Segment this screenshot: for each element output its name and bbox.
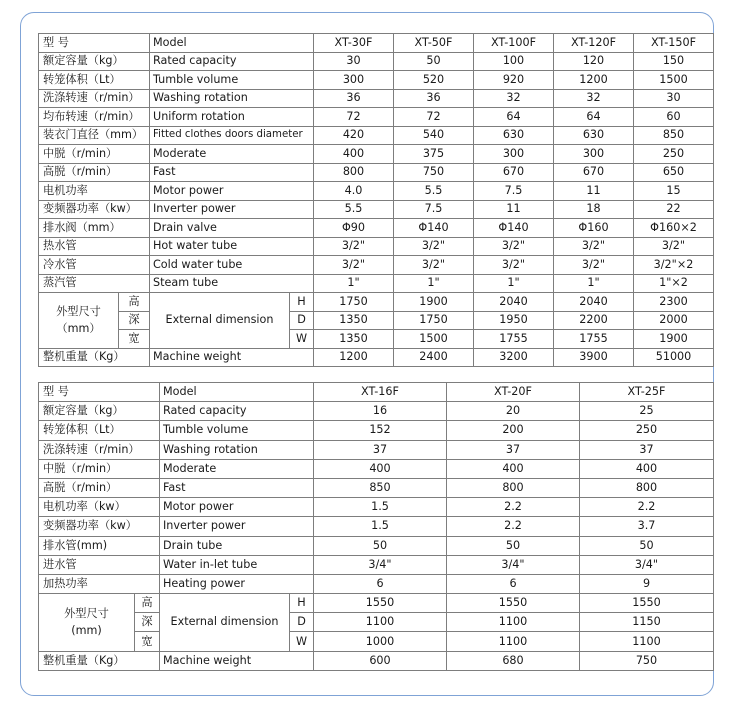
model-name: XT-50F: [394, 34, 474, 53]
spec-label-en: Uniform rotation: [150, 108, 314, 127]
table-row: [39, 555, 714, 574]
spec-value: 3/4": [314, 555, 447, 574]
spec-value: 72: [394, 108, 474, 127]
spec-value: 60: [634, 108, 714, 127]
dimension-value: 2300: [634, 293, 714, 312]
dimension-axis-cn: 宽: [135, 632, 160, 651]
spec-label-cn: 高脱（r/min）: [39, 163, 150, 182]
dimension-value: 1100: [447, 613, 580, 632]
table-row: [39, 459, 714, 478]
spec-value: 400: [314, 459, 447, 478]
model-name: XT-30F: [314, 34, 394, 53]
dimension-value: 1350: [314, 311, 394, 330]
weight-value: 3900: [554, 348, 634, 367]
table-row: [39, 89, 714, 108]
weight-label-cn: 整机重量（Kg）: [39, 651, 160, 670]
spec-value: 36: [394, 89, 474, 108]
dimension-value: 2000: [634, 311, 714, 330]
header-label-en: Model: [150, 34, 314, 53]
dimension-axis-cn: 高: [135, 594, 160, 613]
spec-value: 400: [314, 145, 394, 164]
spec-value: 32: [474, 89, 554, 108]
weight-value: 600: [314, 651, 447, 670]
spec-value: 3/4": [580, 555, 714, 574]
table-row: [39, 517, 714, 536]
spec-label-cn: 中脱（r/min）: [39, 145, 150, 164]
dimension-value: 1500: [394, 330, 474, 349]
spec-value: 520: [394, 71, 474, 90]
spec-value: Φ140: [394, 219, 474, 238]
dimension-value: 1000: [314, 632, 447, 651]
spec-value: 3/2": [634, 237, 714, 256]
dimension-axis-cn: 高: [119, 293, 150, 312]
spec-value: 22: [634, 200, 714, 219]
dimension-row: [39, 311, 714, 330]
spec-value: 420: [314, 126, 394, 145]
spec-value: 375: [394, 145, 474, 164]
dimension-label-cn: [39, 293, 119, 349]
spec-value: 5.5: [314, 200, 394, 219]
spec-value: 1.5: [314, 498, 447, 517]
weight-label-cn: 整机重量（Kg）: [39, 348, 150, 367]
spec-value: 37: [580, 440, 714, 459]
spec-label-cn: 热水管: [39, 237, 150, 256]
spec-label-en: Fast: [150, 163, 314, 182]
spec-value: 3/2": [474, 256, 554, 275]
dimension-value: 1900: [634, 330, 714, 349]
spec-label-cn: 电机功率: [39, 182, 150, 201]
dimension-label-en: External dimension: [160, 594, 290, 652]
dimension-value: 1755: [474, 330, 554, 349]
model-name: XT-100F: [474, 34, 554, 53]
spec-value: 1": [554, 274, 634, 293]
spec-value: 150: [634, 52, 714, 71]
dimension-value: 1900: [394, 293, 474, 312]
dimension-value: 1550: [447, 594, 580, 613]
spec-value: Φ90: [314, 219, 394, 238]
dimension-label-cn: [39, 594, 135, 652]
table-row: [39, 498, 714, 517]
spec-value: 37: [447, 440, 580, 459]
spec-label-cn: 电机功率（kw）: [39, 498, 160, 517]
dimension-label-cn-line1: 外型尺寸: [64, 607, 109, 621]
spec-value: 72: [314, 108, 394, 127]
spec-label-cn: 蒸汽管: [39, 274, 150, 293]
spec-value: Φ160: [554, 219, 634, 238]
spec-value: 1.5: [314, 517, 447, 536]
spec-label-en: Motor power: [160, 498, 314, 517]
spec-value: 400: [580, 459, 714, 478]
spec-value: 6: [447, 574, 580, 593]
header-label-en: Model: [160, 383, 314, 402]
spec-value: 2.2: [580, 498, 714, 517]
spec-value: 3/2": [394, 256, 474, 275]
spec-value: 800: [314, 163, 394, 182]
dimension-value: 1350: [314, 330, 394, 349]
dimension-axis-code: W: [290, 632, 314, 651]
weight-value: 1200: [314, 348, 394, 367]
spec-value: 50: [314, 536, 447, 555]
model-name: XT-16F: [314, 383, 447, 402]
spec-label-en: Hot water tube: [150, 237, 314, 256]
spec-label-cn: 均布转速（r/min）: [39, 108, 150, 127]
dimension-value: 1100: [447, 632, 580, 651]
spec-label-cn: 洗涤转速（r/min）: [39, 89, 150, 108]
spec-value: 1500: [634, 71, 714, 90]
dimension-axis-cn: 宽: [119, 330, 150, 349]
spec-value: 300: [554, 145, 634, 164]
spec-label-cn: 洗涤转速（r/min）: [39, 440, 160, 459]
spec-label-en: Fitted clothes doors diameter: [150, 126, 314, 145]
spec-label-cn: 变频器功率（kw）: [39, 200, 150, 219]
spec-value: 300: [474, 145, 554, 164]
spec-value: 32: [554, 89, 634, 108]
table-row: [39, 478, 714, 497]
dimension-axis-cn: 深: [119, 311, 150, 330]
spec-value: 30: [634, 89, 714, 108]
dimension-label-cn-line2: （mm）: [56, 322, 101, 336]
spec-value: 920: [474, 71, 554, 90]
spec-value: 800: [580, 478, 714, 497]
spec-value: 250: [580, 421, 714, 440]
spec-value: 3/2": [554, 237, 634, 256]
table-row: [39, 421, 714, 440]
spec-label-cn: 排水阀（mm）: [39, 219, 150, 238]
spec-value: 120: [554, 52, 634, 71]
table-row: [39, 145, 714, 164]
dimension-label-cn-line2: (mm): [71, 624, 102, 638]
table-row: [39, 71, 714, 90]
spec-label-en: Inverter power: [150, 200, 314, 219]
spec-value: 200: [447, 421, 580, 440]
dimension-value: 1150: [580, 613, 714, 632]
spec-value: 64: [474, 108, 554, 127]
spec-value: 250: [634, 145, 714, 164]
spec-value: 7.5: [394, 200, 474, 219]
spec-label-en: Tumble volume: [160, 421, 314, 440]
weight-value: 2400: [394, 348, 474, 367]
dimension-value: 1750: [314, 293, 394, 312]
dimension-row: [39, 613, 714, 632]
table-row: [39, 108, 714, 127]
spec-value: 5.5: [394, 182, 474, 201]
spec-value: 64: [554, 108, 634, 127]
spec-label-cn: 排水管(mm): [39, 536, 160, 555]
spec-label-en: Rated capacity: [160, 402, 314, 421]
weight-value: 3200: [474, 348, 554, 367]
table-row: [39, 219, 714, 238]
spec-value: 3/2": [394, 237, 474, 256]
spec-value: 25: [580, 402, 714, 421]
dimension-value: 2200: [554, 311, 634, 330]
dimension-axis-code: D: [290, 613, 314, 632]
spec-label-cn: 中脱（r/min）: [39, 459, 160, 478]
table-row: [39, 402, 714, 421]
spec-value: 50: [394, 52, 474, 71]
dimension-axis-code: W: [290, 330, 314, 349]
spec-label-cn: 高脱（r/min）: [39, 478, 160, 497]
dimension-value: 1950: [474, 311, 554, 330]
spec-value: 4.0: [314, 182, 394, 201]
spec-value: 9: [580, 574, 714, 593]
spec-label-cn: 转笼体积（Lt）: [39, 71, 150, 90]
dimension-value: 1550: [314, 594, 447, 613]
table-row: [39, 440, 714, 459]
table-row: [39, 274, 714, 293]
spec-label-cn: 额定容量（kg）: [39, 402, 160, 421]
spec-value: 36: [314, 89, 394, 108]
spec-value: Φ160×2: [634, 219, 714, 238]
table-row: [39, 200, 714, 219]
spec-value: 1200: [554, 71, 634, 90]
header-label-cn: 型 号: [39, 34, 150, 53]
spec-value: 670: [554, 163, 634, 182]
spec-label-cn: 冷水管: [39, 256, 150, 275]
table-row: [39, 348, 714, 367]
table-row: [39, 256, 714, 275]
spec-value: 630: [474, 126, 554, 145]
spec-value: 540: [394, 126, 474, 145]
spec-value: 1": [474, 274, 554, 293]
spec-value: 3/2"×2: [634, 256, 714, 275]
table-row: [39, 651, 714, 670]
table-row: [39, 182, 714, 201]
weight-value: 750: [580, 651, 714, 670]
model-name: XT-25F: [580, 383, 714, 402]
spec-value: 1"×2: [634, 274, 714, 293]
dimension-value: 2040: [554, 293, 634, 312]
spec-value: 11: [474, 200, 554, 219]
dimension-value: 2040: [474, 293, 554, 312]
spec-value: 20: [447, 402, 580, 421]
dimension-value: 1750: [394, 311, 474, 330]
table-row: [39, 237, 714, 256]
spec-label-en: Moderate: [150, 145, 314, 164]
dimension-row: [39, 632, 714, 651]
dimension-value: 1755: [554, 330, 634, 349]
spec-label-cn: 额定容量（kg）: [39, 52, 150, 71]
weight-label-en: Machine weight: [160, 651, 314, 670]
spec-value: 3.7: [580, 517, 714, 536]
spec-value: 7.5: [474, 182, 554, 201]
dimension-axis-code: H: [290, 293, 314, 312]
spec-value: 400: [447, 459, 580, 478]
spec-value: 1": [394, 274, 474, 293]
spec-value: 50: [580, 536, 714, 555]
table-header-row: [39, 34, 714, 53]
dimension-row: [39, 330, 714, 349]
spec-value: 650: [634, 163, 714, 182]
model-name: XT-120F: [554, 34, 634, 53]
dimension-axis-code: D: [290, 311, 314, 330]
dimension-label-en: External dimension: [150, 293, 290, 349]
spec-value: 750: [394, 163, 474, 182]
dimension-value: 1550: [580, 594, 714, 613]
spec-value: 37: [314, 440, 447, 459]
spec-table-large-models: [38, 33, 714, 367]
spec-label-cn: 转笼体积（Lt）: [39, 421, 160, 440]
dimension-label-cn-line1: 外型尺寸: [56, 305, 101, 319]
spec-value: 300: [314, 71, 394, 90]
weight-value: 51000: [634, 348, 714, 367]
dimension-value: 1100: [314, 613, 447, 632]
spec-value: 50: [447, 536, 580, 555]
model-name: XT-20F: [447, 383, 580, 402]
table-row: [39, 163, 714, 182]
weight-label-en: Machine weight: [150, 348, 314, 367]
spec-label-en: Heating power: [160, 574, 314, 593]
weight-value: 680: [447, 651, 580, 670]
spec-value: 6: [314, 574, 447, 593]
spec-value: 2.2: [447, 517, 580, 536]
spec-label-en: Drain tube: [160, 536, 314, 555]
spec-value: 3/2": [314, 256, 394, 275]
spec-label-en: Cold water tube: [150, 256, 314, 275]
spec-value: 2.2: [447, 498, 580, 517]
spec-label-en: Drain valve: [150, 219, 314, 238]
dimension-axis-cn: 深: [135, 613, 160, 632]
spec-label-en: Washing rotation: [150, 89, 314, 108]
spec-label-en: Steam tube: [150, 274, 314, 293]
spec-label-cn: 进水管: [39, 555, 160, 574]
spec-value: 152: [314, 421, 447, 440]
spec-label-cn: 加热功率: [39, 574, 160, 593]
header-label-cn: 型 号: [39, 383, 160, 402]
spec-value: 850: [634, 126, 714, 145]
dimension-row: [39, 594, 714, 613]
dimension-row: [39, 293, 714, 312]
spec-value: 100: [474, 52, 554, 71]
spec-value: 16: [314, 402, 447, 421]
spec-label-en: Tumble volume: [150, 71, 314, 90]
spec-label-en: Moderate: [160, 459, 314, 478]
spec-label-cn: 装衣门直径（mm）: [39, 126, 150, 145]
spec-value: 3/2": [554, 256, 634, 275]
spec-value: 3/4": [447, 555, 580, 574]
spec-value: 30: [314, 52, 394, 71]
table-row: [39, 536, 714, 555]
spec-label-en: Water in-let tube: [160, 555, 314, 574]
dimension-value: 1100: [580, 632, 714, 651]
spec-label-en: Fast: [160, 478, 314, 497]
spec-table-small-models: [38, 382, 714, 671]
table-row: [39, 574, 714, 593]
spec-value: 3/2": [474, 237, 554, 256]
table-row: [39, 52, 714, 71]
spec-value: 15: [634, 182, 714, 201]
spec-label-en: Rated capacity: [150, 52, 314, 71]
spec-label-cn: 变频器功率（kw）: [39, 517, 160, 536]
spec-value: 18: [554, 200, 634, 219]
spec-value: 670: [474, 163, 554, 182]
model-name: XT-150F: [634, 34, 714, 53]
spec-label-en: Washing rotation: [160, 440, 314, 459]
spec-value: 11: [554, 182, 634, 201]
table-header-row: [39, 383, 714, 402]
spec-label-en: Motor power: [150, 182, 314, 201]
spec-value: 630: [554, 126, 634, 145]
spec-value: 850: [314, 478, 447, 497]
spec-value: 1": [314, 274, 394, 293]
spec-label-en: Inverter power: [160, 517, 314, 536]
spec-value: 3/2": [314, 237, 394, 256]
table-row: [39, 126, 714, 145]
dimension-axis-code: H: [290, 594, 314, 613]
spec-value: 800: [447, 478, 580, 497]
spec-value: Φ140: [474, 219, 554, 238]
